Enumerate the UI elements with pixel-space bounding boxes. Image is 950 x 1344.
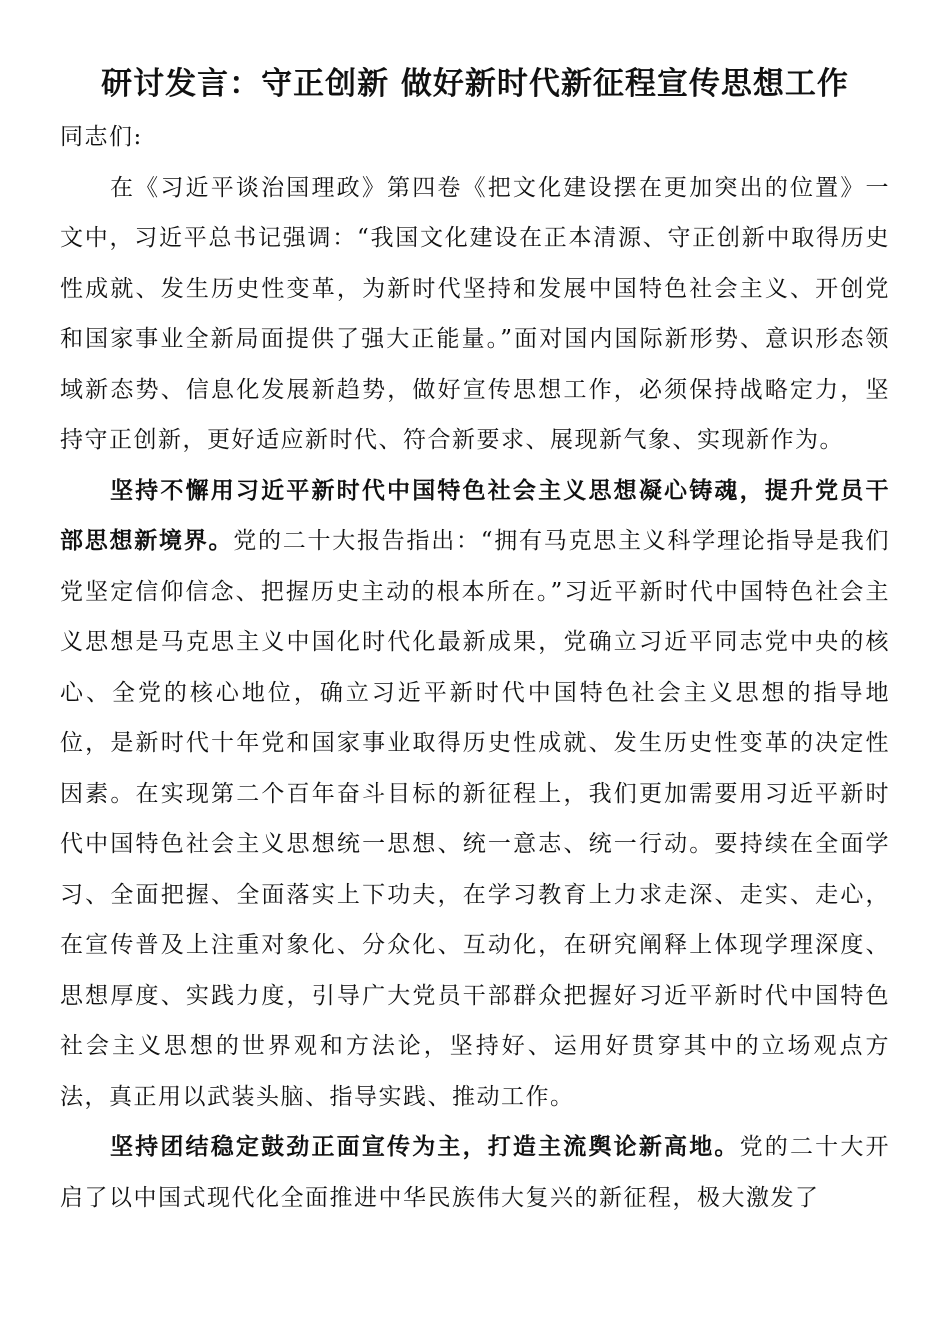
paragraph-text: 党的二十大报告指出：“拥有马克思主义科学理论指导是我们党坚定信仰信念、把握历史主动的根本所在。”习近平新时代中国特色社会主义思想是马克思主义中国化时代化最新成果，党确立习近平同志党中央的核心、全党的核心地位，确立习近平新时代中国特色社会主义思想的指导地位，是新时代十年党和国家事业取得历史性成就、发生历史性变革的决定性因素。在实现第二个百年奋斗目标的新征程上，我们更加需要用习近平新时代中国特色社会主义思想统一思想、统一意志、统一行动。要持续在全面学习、全面把握、全面落实上下功夫，在学习教育上力求走深、走实、走心，在宣传普及上注重对象化、分众化、互动化，在研究阐释上体现学理深度、思想厚度、实践力度，引导广大党员干部群众把握好习近平新时代中国特色社会主义思想的世界观和方法论，坚持好、运用好贯穿其中的立场观点方法，真正用以武装头脑、指导实践、推动工作。 (60, 528, 890, 1110)
paragraph-lead-sentence: 坚持团结稳定鼓劲正面宣传为主，打造主流舆论新高地。 (110, 1133, 740, 1160)
document-title: 研讨发言：守正创新 做好新时代新征程宣传思想工作 (101, 66, 849, 102)
paragraph-text: 在《习近平谈治国理政》第四卷《把文化建设摆在更加突出的位置》一文中，习近平总书记强调：“我国文化建设在正本清源、守正创新中取得历史性成就、发生历史性变革，为新时代坚持和发展中国特色社会主义、开创党和国家事业全新局面提供了强大正能量。”面对国内国际新形势、意识形态领域新态势、信息化发展新趋势，做好宣传思想工作，必须保持战略定力，坚持守正创新，更好适应新时代、符合新要求、展现新气象、实现新作为。 (60, 174, 890, 453)
paragraph-publicity (60, 1122, 890, 1223)
paragraph-text: 党的二十大开启了以中国式现代化全面推进中华民族伟大复兴的新征程，极大激发了 (60, 1134, 891, 1211)
document-body (60, 112, 890, 1223)
paragraph-ideology (60, 466, 890, 1123)
paragraph-intro (60, 163, 890, 466)
paragraph-lead-sentence: 坚持不懈用习近平新时代中国特色社会主义思想凝心铸魂，提升党员干部思想新境界。 (60, 476, 890, 554)
salutation: 同志们: (60, 124, 143, 150)
